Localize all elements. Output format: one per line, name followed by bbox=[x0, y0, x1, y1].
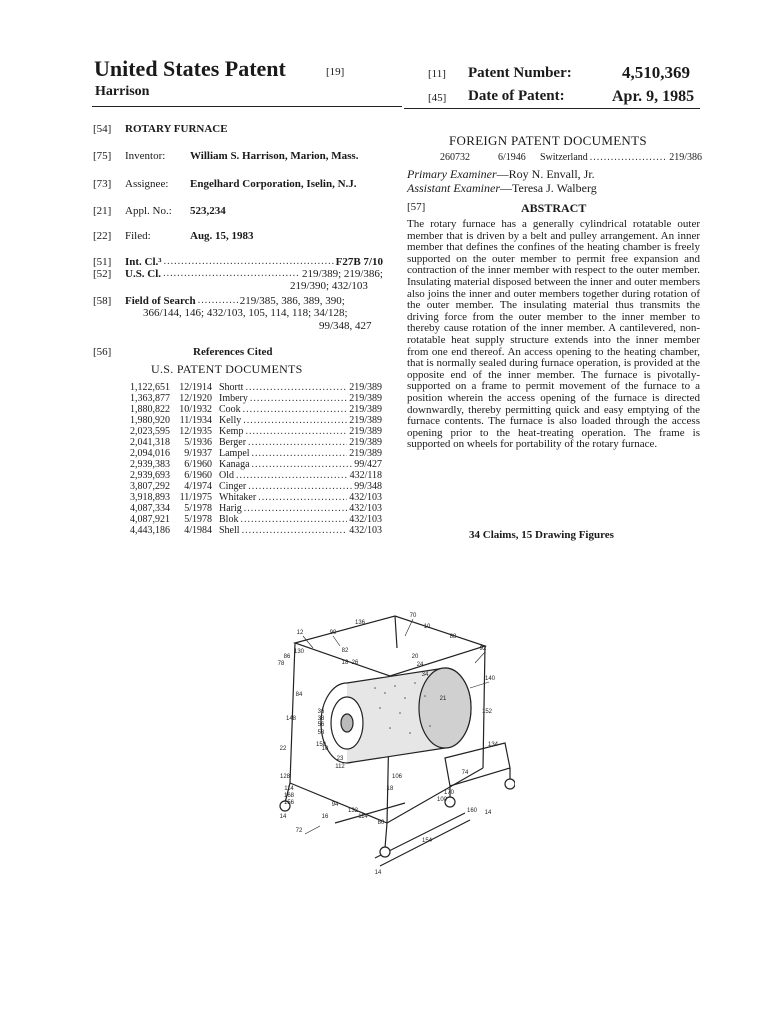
inventor-code: [75] bbox=[93, 150, 112, 162]
ref-name: Kemp bbox=[219, 426, 244, 437]
ref-name: Kanaga bbox=[219, 459, 250, 470]
ref-number: 2,939,383 bbox=[130, 459, 170, 470]
ref-number: 4,087,921 bbox=[130, 514, 170, 525]
foreign-number: 260732 bbox=[440, 152, 470, 163]
field-label: Field of Search bbox=[125, 295, 196, 307]
ref-numeral: 100 bbox=[436, 797, 448, 803]
inventor-label: Inventor: bbox=[125, 150, 166, 162]
uscl-label: U.S. Cl. bbox=[125, 268, 162, 280]
ref-class: 432/118 bbox=[349, 470, 382, 481]
ref-date: 9/1937 bbox=[184, 448, 212, 459]
ref-numeral: 128 bbox=[279, 774, 291, 780]
ref-date: 4/1984 bbox=[184, 525, 212, 536]
foreign-leader bbox=[590, 152, 667, 163]
ref-numeral: 24 bbox=[416, 662, 424, 668]
ref-name: Berger bbox=[219, 437, 247, 448]
ref-date: 11/1934 bbox=[179, 415, 212, 426]
ref-name: Old bbox=[219, 470, 234, 481]
ref-numeral: 14 bbox=[484, 810, 492, 816]
assistant-examiner bbox=[407, 181, 597, 196]
intcl-value: F27B 7/10 bbox=[335, 256, 383, 268]
ref-name: Lampel bbox=[219, 448, 250, 459]
ref-leader bbox=[242, 525, 348, 537]
ref-class: 219/389 bbox=[349, 393, 382, 404]
uscl-leader bbox=[163, 268, 300, 280]
title-code: [19] bbox=[326, 66, 345, 78]
ref-numeral: 10 bbox=[321, 746, 329, 752]
ref-date: 5/1978 bbox=[184, 514, 212, 525]
ref-numeral: 23 bbox=[336, 756, 344, 762]
ref-number: 4,087,334 bbox=[130, 503, 170, 514]
ref-numeral: 84 bbox=[295, 692, 303, 698]
ref-numeral: 70 bbox=[409, 613, 417, 619]
ref-class: 432/103 bbox=[349, 492, 382, 503]
title-field-code: [54] bbox=[93, 123, 112, 135]
ref-date: 6/1960 bbox=[184, 470, 212, 481]
field-line2: 366/144, 146; 432/103, 105, 114, 118; 34/128; bbox=[143, 307, 348, 319]
field-line1: 219/385, 386, 389, 390; bbox=[239, 295, 345, 307]
ref-numeral: 134 bbox=[487, 742, 499, 748]
patent-number-label: Patent Number: bbox=[468, 65, 572, 81]
intcl-code: [51] bbox=[93, 256, 112, 268]
abstract-title: ABSTRACT bbox=[521, 201, 587, 215]
ref-numeral: 136 bbox=[354, 620, 366, 626]
foreign-date: 6/1946 bbox=[498, 152, 526, 163]
ref-numeral: 74 bbox=[461, 770, 469, 776]
ref-numeral: 114 bbox=[284, 786, 294, 792]
appl-label: Appl. No.: bbox=[125, 205, 172, 217]
furnace-drawing bbox=[265, 608, 515, 886]
ref-name: Cook bbox=[219, 404, 241, 415]
uscl-line2: 219/390; 432/103 bbox=[290, 280, 368, 292]
ref-numeral: 10 bbox=[423, 624, 431, 630]
abstract-code: [57] bbox=[407, 201, 426, 213]
ref-class: 219/389 bbox=[349, 404, 382, 415]
ref-number: 1,880,822 bbox=[130, 404, 170, 415]
refs-code: [56] bbox=[93, 346, 112, 358]
uscl-row bbox=[125, 268, 383, 280]
ref-numeral: 56 bbox=[317, 722, 325, 728]
ref-numeral: 150 bbox=[315, 742, 327, 748]
appl-value: 523,234 bbox=[190, 205, 226, 217]
ref-number: 2,023,595 bbox=[130, 426, 170, 437]
ref-class: 432/103 bbox=[349, 514, 382, 525]
ref-class: 432/103 bbox=[349, 503, 382, 514]
ref-number: 1,363,877 bbox=[130, 393, 170, 404]
ref-numeral: 36 bbox=[317, 709, 325, 715]
us-docs-title: U.S. PATENT DOCUMENTS bbox=[151, 362, 303, 376]
ref-numeral: 38 bbox=[317, 716, 325, 722]
ref-numeral: 168 bbox=[283, 793, 295, 799]
ref-numeral: 21 bbox=[439, 696, 447, 702]
ref-date: 12/1935 bbox=[179, 426, 212, 437]
uscl-line1: 219/389; 219/386; bbox=[302, 268, 383, 280]
primary-examiner bbox=[407, 167, 595, 182]
ref-name: Shortt bbox=[219, 382, 244, 393]
ref-date: 6/1960 bbox=[184, 459, 212, 470]
date-label: Date of Patent: bbox=[468, 88, 565, 104]
ref-name: Cinger bbox=[219, 481, 247, 492]
ref-date: 5/1936 bbox=[184, 437, 212, 448]
ref-numeral: 88 bbox=[449, 634, 457, 640]
filed-code: [22] bbox=[93, 230, 112, 242]
ref-row bbox=[116, 525, 382, 537]
ref-numeral: 86 bbox=[283, 654, 291, 660]
header-rule-right bbox=[404, 108, 700, 109]
ref-class: 219/389 bbox=[349, 437, 382, 448]
ref-numeral: 140 bbox=[484, 676, 496, 682]
ref-date: 12/1920 bbox=[179, 393, 212, 404]
ref-numeral: 12 bbox=[296, 630, 304, 636]
ref-number: 3,807,292 bbox=[130, 481, 170, 492]
ref-number: 2,939,693 bbox=[130, 470, 170, 481]
ref-number: 2,094,016 bbox=[130, 448, 170, 459]
ref-name: Shell bbox=[219, 525, 240, 536]
filed-label: Filed: bbox=[125, 230, 151, 242]
patent-date: Apr. 9, 1985 bbox=[612, 88, 695, 105]
intcl-leader bbox=[164, 256, 334, 268]
ref-class: 219/389 bbox=[349, 448, 382, 459]
assignee-code: [73] bbox=[93, 178, 112, 190]
ref-numeral: 92 bbox=[479, 646, 487, 652]
ref-numeral: 154 bbox=[421, 838, 433, 844]
patent-number-code: [11] bbox=[428, 68, 446, 80]
refs-title: References Cited bbox=[193, 346, 273, 358]
ref-numeral: 22 bbox=[279, 746, 287, 752]
ref-numeral: 114 bbox=[358, 814, 368, 820]
foreign-country: Switzerland bbox=[540, 152, 588, 163]
date-code: [45] bbox=[428, 92, 447, 104]
foreign-class: 219/386 bbox=[669, 152, 702, 163]
ref-numeral: 152 bbox=[481, 709, 493, 715]
field-leader bbox=[198, 295, 238, 307]
ref-name: Harig bbox=[219, 503, 242, 514]
ref-name: Blok bbox=[219, 514, 239, 525]
ref-numeral: 14 bbox=[374, 870, 382, 876]
ref-numeral: 20 bbox=[411, 654, 419, 660]
assistant-examiner-label: Assistant Examiner bbox=[407, 181, 500, 195]
field-line3: 99/348, 427 bbox=[319, 320, 372, 332]
invention-title: ROTARY FURNACE bbox=[125, 123, 228, 135]
ref-class: 99/348 bbox=[354, 481, 382, 492]
ref-numeral: 130 bbox=[293, 649, 305, 655]
inventor-surname: Harrison bbox=[95, 84, 150, 99]
uscl-code: [52] bbox=[93, 268, 112, 280]
ref-numeral: 18 bbox=[386, 786, 394, 792]
ref-numeral: 148 bbox=[285, 716, 297, 722]
foreign-doc-row bbox=[440, 152, 702, 163]
ref-number: 2,041,318 bbox=[130, 437, 170, 448]
ref-numeral: 58 bbox=[317, 730, 325, 736]
ref-numeral: 18 bbox=[341, 660, 349, 666]
ref-number: 1,980,920 bbox=[130, 415, 170, 426]
assistant-examiner-name: —Teresa J. Walberg bbox=[500, 181, 597, 195]
assignee-value: Engelhard Corporation, Iselin, N.J. bbox=[190, 178, 357, 190]
field-row bbox=[125, 295, 383, 307]
ref-class: 219/389 bbox=[349, 382, 382, 393]
header-rule-left bbox=[92, 106, 402, 107]
ref-numeral: 90 bbox=[329, 630, 337, 636]
ref-numeral: 112 bbox=[335, 764, 345, 770]
ref-date: 12/1914 bbox=[179, 382, 212, 393]
ref-numeral: 132 bbox=[347, 808, 359, 814]
ref-numeral: 26 bbox=[351, 660, 359, 666]
ref-numeral: 80 bbox=[377, 820, 385, 826]
claims-summary: 34 Claims, 15 Drawing Figures bbox=[469, 529, 614, 541]
foreign-docs-title: FOREIGN PATENT DOCUMENTS bbox=[449, 133, 647, 148]
ref-class: 432/103 bbox=[349, 525, 382, 536]
ref-name: Imbery bbox=[219, 393, 248, 404]
assignee-label: Assignee: bbox=[125, 178, 169, 190]
ref-numeral: 82 bbox=[341, 648, 349, 654]
primary-examiner-label: Primary Examiner bbox=[407, 167, 497, 181]
ref-numeral: 78 bbox=[277, 661, 285, 667]
filed-value: Aug. 15, 1983 bbox=[190, 230, 254, 242]
ref-number: 1,122,651 bbox=[130, 382, 170, 393]
ref-date: 10/1932 bbox=[179, 404, 212, 415]
ref-number: 4,443,186 bbox=[130, 525, 170, 536]
patent-number: 4,510,369 bbox=[622, 63, 690, 82]
ref-numeral: 72 bbox=[295, 828, 303, 834]
appl-code: [21] bbox=[93, 205, 112, 217]
intcl-row bbox=[125, 256, 383, 268]
ref-numeral: 34 bbox=[421, 672, 429, 678]
ref-numeral: 156 bbox=[283, 800, 295, 806]
primary-examiner-name: —Roy N. Envall, Jr. bbox=[496, 167, 595, 181]
ref-numeral: 16 bbox=[321, 814, 329, 820]
ref-date: 5/1978 bbox=[184, 503, 212, 514]
ref-date: 4/1974 bbox=[184, 481, 212, 492]
patent-office-title: United States Patent bbox=[94, 56, 286, 81]
ref-numeral: 94 bbox=[331, 802, 339, 808]
ref-class: 219/389 bbox=[349, 426, 382, 437]
ref-date: 11/1975 bbox=[179, 492, 212, 503]
ref-numeral: 14 bbox=[279, 814, 287, 820]
abstract-text: The rotary furnace has a generally cylindrical rotatable outer member that is driven by a belt and pulley arrangement. An inner member that defines the confines of the heating chamber is freely supported on the outer member to permit free expansion and contraction of the inner member with respect to the outer member. Insulating material disposed between the inner and outer members also joins the inner and outer members together during rotation of the outer member. The insulating material thus transmits the driving force from the outer member to the inner member to thereby cause rotation of the inner member. A cantilevered, non-rotatable heat supply structure extends into the inner member from one end thereof. An access opening to the heating chamber, that is normally sealed during furnace operation, is provided at the opposite end of the inner member. The furnace is pivotally-supported on a frame to permit movement of the furnace to a position wherein the access opening of the furnace is directed downwardly, thereby permitting quick and easy emptying of the furnace contents. The furnace is also loaded through the access opening prior to the heat-treating operation. The frame is supported on wheels for portability of the rotary furnace. bbox=[407, 218, 700, 451]
ref-numeral: 170 bbox=[443, 790, 455, 796]
ref-number: 3,918,893 bbox=[130, 492, 170, 503]
ref-numeral: 106 bbox=[391, 774, 403, 780]
ref-name: Kelly bbox=[219, 415, 242, 426]
ref-class: 219/389 bbox=[349, 415, 382, 426]
ref-numeral: 160 bbox=[466, 808, 478, 814]
intcl-label: Int. Cl.³ bbox=[125, 256, 162, 268]
frame-top bbox=[295, 616, 485, 676]
inventor-value: William S. Harrison, Marion, Mass. bbox=[190, 150, 359, 162]
ref-name: Whitaker bbox=[219, 492, 257, 503]
field-code: [58] bbox=[93, 295, 112, 307]
ref-class: 99/427 bbox=[354, 459, 382, 470]
